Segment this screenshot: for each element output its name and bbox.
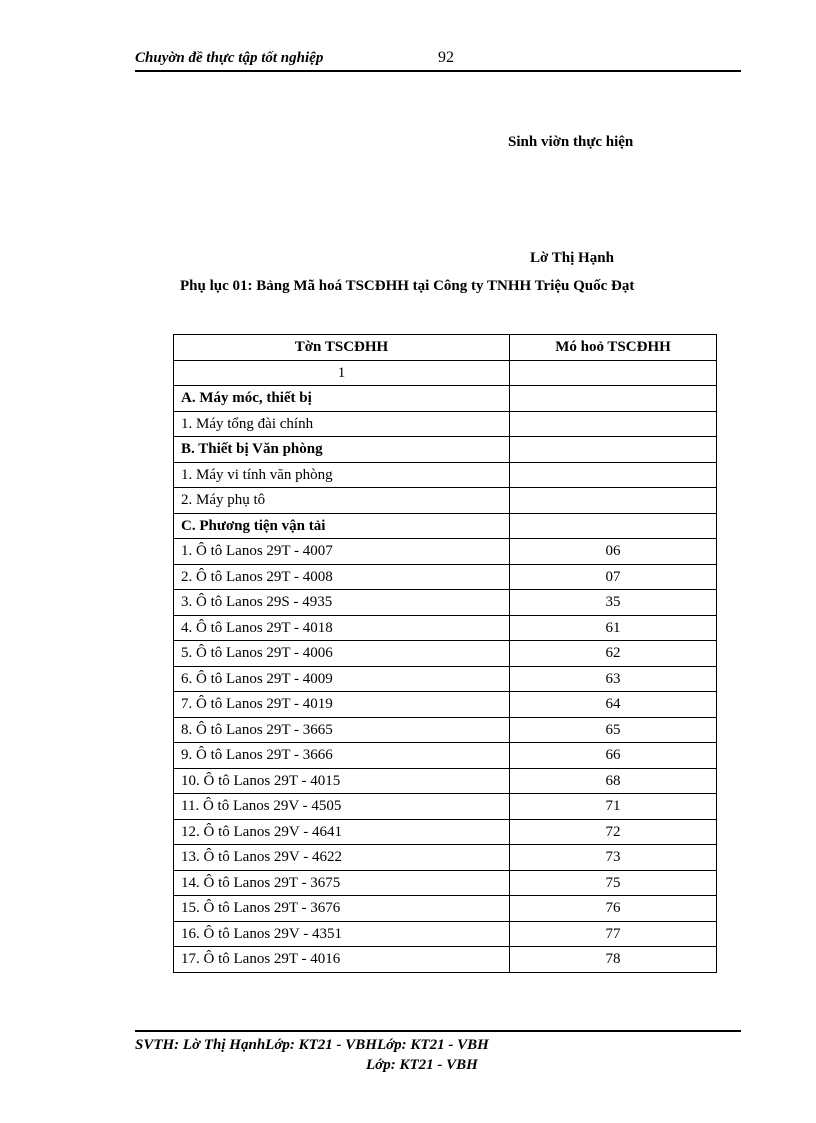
asset-code-cell: 64 xyxy=(510,692,717,718)
asset-name-cell: 17. Ô tô Lanos 29T - 4016 xyxy=(174,947,510,973)
signer-label: Sinh viờn thực hiện xyxy=(508,134,634,150)
page-number: 92 xyxy=(438,49,454,66)
asset-name-cell: 10. Ô tô Lanos 29T - 4015 xyxy=(174,768,510,794)
asset-name-cell: 8. Ô tô Lanos 29T - 3665 xyxy=(174,717,510,743)
asset-name-cell: 9. Ô tô Lanos 29T - 3666 xyxy=(174,743,510,769)
asset-code-cell: 35 xyxy=(510,590,717,616)
asset-name-cell: 6. Ô tô Lanos 29T - 4009 xyxy=(174,666,510,692)
asset-code-cell: 07 xyxy=(510,564,717,590)
table-row xyxy=(174,539,717,565)
asset-name-cell: 1. Máy tổng đài chính xyxy=(174,411,510,437)
asset-name-cell: 11. Ô tô Lanos 29V - 4505 xyxy=(174,794,510,820)
asset-name-cell: 2. Máy phụ tô xyxy=(174,488,510,514)
asset-code-cell xyxy=(510,437,717,463)
asset-name-cell: 4. Ô tô Lanos 29T - 4018 xyxy=(174,615,510,641)
table-row xyxy=(174,590,717,616)
asset-name-cell: 16. Ô tô Lanos 29V - 4351 xyxy=(174,921,510,947)
table-row xyxy=(174,819,717,845)
asset-code-cell: 73 xyxy=(510,845,717,871)
asset-code-cell: 66 xyxy=(510,743,717,769)
asset-name-cell: B. Thiết bị Văn phòng xyxy=(174,437,510,463)
asset-code-cell: 71 xyxy=(510,794,717,820)
page-header xyxy=(135,48,741,72)
asset-name-cell: 14. Ô tô Lanos 29T - 3675 xyxy=(174,870,510,896)
appendix-title: Phụ lục 01: Bảng Mã hoá TSCĐHH tại Công ty TNHH Triệu Quốc Đạt xyxy=(180,278,635,294)
table-row xyxy=(174,845,717,871)
asset-code-cell: 77 xyxy=(510,921,717,947)
table-row xyxy=(174,411,717,437)
asset-code-cell: 61 xyxy=(510,615,717,641)
asset-code-cell: 78 xyxy=(510,947,717,973)
asset-code-cell: 65 xyxy=(510,717,717,743)
document-title: Chuyờn đề thực tập tốt nghiệp xyxy=(135,50,324,66)
table-row xyxy=(174,641,717,667)
column-header-name: Tờn TSCĐHH xyxy=(174,335,510,361)
asset-code-cell: 06 xyxy=(510,539,717,565)
table-header-row xyxy=(174,335,717,361)
table-row xyxy=(174,615,717,641)
table-row xyxy=(174,666,717,692)
footer-author-class: SVTH: Lờ Thị HạnhLớp: KT21 - VBHLớp: KT21 - VBH xyxy=(135,1037,489,1053)
table-row xyxy=(174,896,717,922)
asset-code-cell: 72 xyxy=(510,819,717,845)
column-header-code: Mó hoỏ TSCĐHH xyxy=(510,335,717,361)
table-index-row xyxy=(174,360,717,386)
asset-name-cell: 1. Máy vi tính văn phòng xyxy=(174,462,510,488)
table-row xyxy=(174,921,717,947)
asset-code-cell xyxy=(510,411,717,437)
asset-name-cell: 3. Ô tô Lanos 29S - 4935 xyxy=(174,590,510,616)
table-row xyxy=(174,717,717,743)
footer-class: Lớp: KT21 - VBH xyxy=(366,1057,478,1073)
asset-code-cell xyxy=(510,513,717,539)
asset-name-cell: 13. Ô tô Lanos 29V - 4622 xyxy=(174,845,510,871)
index-cell-name: 1 xyxy=(174,360,510,386)
asset-code-cell xyxy=(510,386,717,412)
table-row xyxy=(174,947,717,973)
table-row xyxy=(174,870,717,896)
asset-name-cell: C. Phương tiện vận tải xyxy=(174,513,510,539)
asset-name-cell: 15. Ô tô Lanos 29T - 3676 xyxy=(174,896,510,922)
asset-code-cell: 63 xyxy=(510,666,717,692)
asset-code-cell xyxy=(510,462,717,488)
table-row xyxy=(174,386,717,412)
asset-code-cell: 68 xyxy=(510,768,717,794)
asset-code-cell: 62 xyxy=(510,641,717,667)
asset-name-cell: 12. Ô tô Lanos 29V - 4641 xyxy=(174,819,510,845)
asset-code-cell xyxy=(510,488,717,514)
table-row xyxy=(174,692,717,718)
table-row xyxy=(174,488,717,514)
signer-name: Lờ Thị Hạnh xyxy=(530,250,614,266)
asset-name-cell: 7. Ô tô Lanos 29T - 4019 xyxy=(174,692,510,718)
table-row xyxy=(174,794,717,820)
asset-name-cell: 2. Ô tô Lanos 29T - 4008 xyxy=(174,564,510,590)
asset-code-cell: 76 xyxy=(510,896,717,922)
asset-name-cell: 5. Ô tô Lanos 29T - 4006 xyxy=(174,641,510,667)
table-row xyxy=(174,564,717,590)
footer-rule xyxy=(135,1030,741,1032)
table-row xyxy=(174,768,717,794)
asset-code-table xyxy=(173,334,717,973)
table-row xyxy=(174,437,717,463)
table-row xyxy=(174,462,717,488)
asset-name-cell: 1. Ô tô Lanos 29T - 4007 xyxy=(174,539,510,565)
table-row xyxy=(174,513,717,539)
asset-name-cell: A. Máy móc, thiết bị xyxy=(174,386,510,412)
index-cell-code xyxy=(510,360,717,386)
table-row xyxy=(174,743,717,769)
asset-code-cell: 75 xyxy=(510,870,717,896)
